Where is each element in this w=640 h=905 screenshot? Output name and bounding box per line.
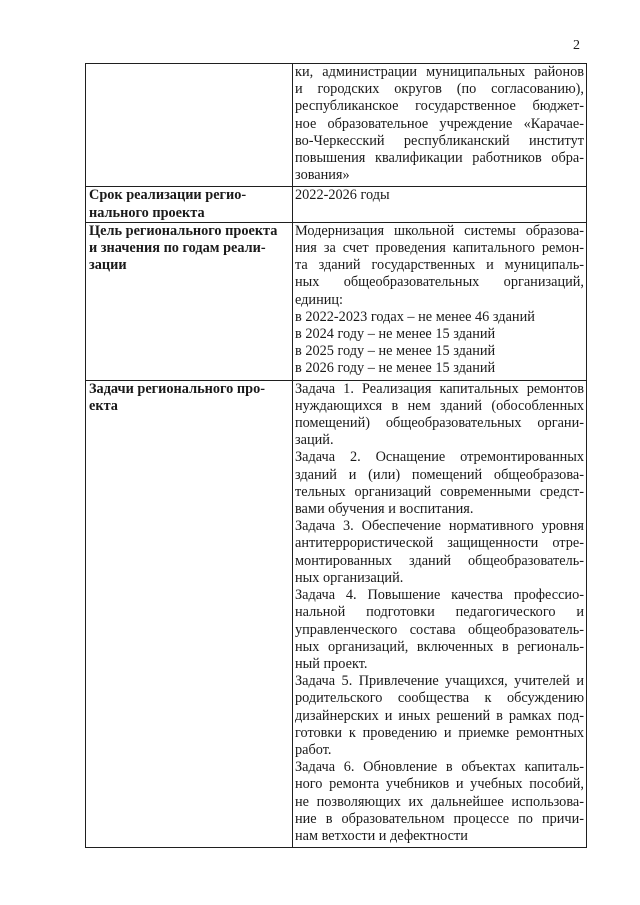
row-value-line: в 2025 году – не менее 15 зданий	[295, 343, 496, 360]
row-value-line: ное образовательное учреждение «Карачае-	[295, 115, 584, 132]
row-value-line: ки, администрации муниципальных районов	[295, 64, 584, 80]
page-number: 2	[573, 38, 580, 53]
row-value-line: готовки к проведению и приемке ремонтных	[295, 724, 584, 741]
row-value-line: Задача 4. Повышение качества профессио-	[295, 587, 584, 604]
row-value-line: нам ветхости и дефектности	[295, 827, 468, 844]
row-value-line: помещений) общеобразовательных органи-	[295, 415, 584, 432]
row-label-line: и значения по годам реали-	[89, 240, 266, 257]
row-value-line: та зданий государственных и муниципаль-	[295, 257, 584, 274]
row-label-cell	[86, 222, 293, 380]
row-value-line: и городских округов (по согласованию),	[295, 81, 584, 98]
row-value-line: заций.	[295, 432, 334, 449]
row-value-line: ный проект.	[295, 655, 368, 672]
row-value-line: в 2026 году – не менее 15 зданий	[295, 360, 496, 377]
row-value-line: Задача 5. Привлечение учащихся, учителей и	[295, 673, 584, 690]
row-value-line: нуждающихся в нем зданий (обособленных	[295, 397, 584, 414]
row-value-line: не позволяющих их дальнейшее использова-	[295, 793, 584, 810]
project-passport-table	[85, 63, 587, 848]
row-value-line: Модернизация школьной системы образова-	[295, 222, 584, 239]
table-row	[86, 64, 587, 187]
row-value-line: зования»	[295, 167, 350, 184]
row-value-cell	[293, 222, 587, 380]
row-label-cell	[86, 187, 293, 222]
row-value-cell	[293, 380, 587, 847]
row-value-cell	[293, 187, 587, 222]
row-value-line: повышения квалификации работников обра-	[295, 150, 584, 167]
row-value-line: Задача 6. Обновление в объектах капиталь-	[295, 759, 584, 776]
row-value-line: тельных организаций современными средст-	[295, 483, 584, 500]
row-value-line: единиц:	[295, 291, 344, 308]
table-row	[86, 187, 587, 222]
row-value-line: 2022-2026 годы	[295, 187, 390, 204]
row-label-cell	[86, 64, 293, 187]
table-row	[86, 222, 587, 380]
row-value-line: в 2024 году – не менее 15 зданий	[295, 326, 496, 343]
row-value-line: Задача 3. Обеспечение нормативного уровня	[295, 518, 584, 535]
row-value-line: в 2022-2023 годах – не менее 46 зданий	[295, 308, 535, 325]
row-value-line: ных общеобразовательных организаций,	[295, 274, 584, 291]
row-value-line: зданий и (или) помещений общеобразова-	[295, 466, 584, 483]
row-label-line: зации	[89, 257, 127, 274]
row-value-line: ного ремонта учебников и учебных пособий,	[295, 776, 584, 793]
row-value-line: антитеррористической защищенности отре-	[295, 535, 584, 552]
row-label-line: Задачи регионального про-	[89, 380, 265, 397]
row-value-line: дизайнерских и иных решений в рамках под-	[295, 707, 584, 724]
row-value-line: во-Черкесский республиканский институт	[295, 132, 584, 149]
row-label-cell	[86, 380, 293, 847]
row-label-line: Срок реализации регио-	[89, 187, 247, 204]
row-value-line: работ.	[295, 741, 332, 758]
row-value-line: ных организаций.	[295, 569, 404, 586]
row-value-line: управленческого состава общеобразователь-	[295, 621, 584, 638]
row-value-line: вами обучения и воспитания.	[295, 501, 474, 518]
row-label-line: Цель регионального проекта	[89, 222, 278, 239]
row-label-line: нального проекта	[89, 204, 205, 221]
table-row	[86, 380, 587, 847]
row-value-line: ние в образовательном процессе по причи-	[295, 810, 584, 827]
row-value-line: ных организаций, включенных в региональ-	[295, 638, 584, 655]
row-value-cell	[293, 64, 587, 187]
row-label-line: екта	[89, 397, 118, 414]
row-value-line: монтированных зданий общеобразователь-	[295, 552, 584, 569]
row-value-line: нальной подготовки педагогического и	[295, 604, 584, 621]
row-value-line: республиканское государственное бюджет-	[295, 98, 584, 115]
row-value-line: родительского сообщества к обсуждению	[295, 690, 584, 707]
row-value-line: ния за счет проведения капитального ремон-	[295, 240, 584, 257]
row-value-line: Задача 2. Оснащение отремонтированных	[295, 449, 584, 466]
row-value-line: Задача 1. Реализация капитальных ремонтов	[295, 380, 584, 397]
